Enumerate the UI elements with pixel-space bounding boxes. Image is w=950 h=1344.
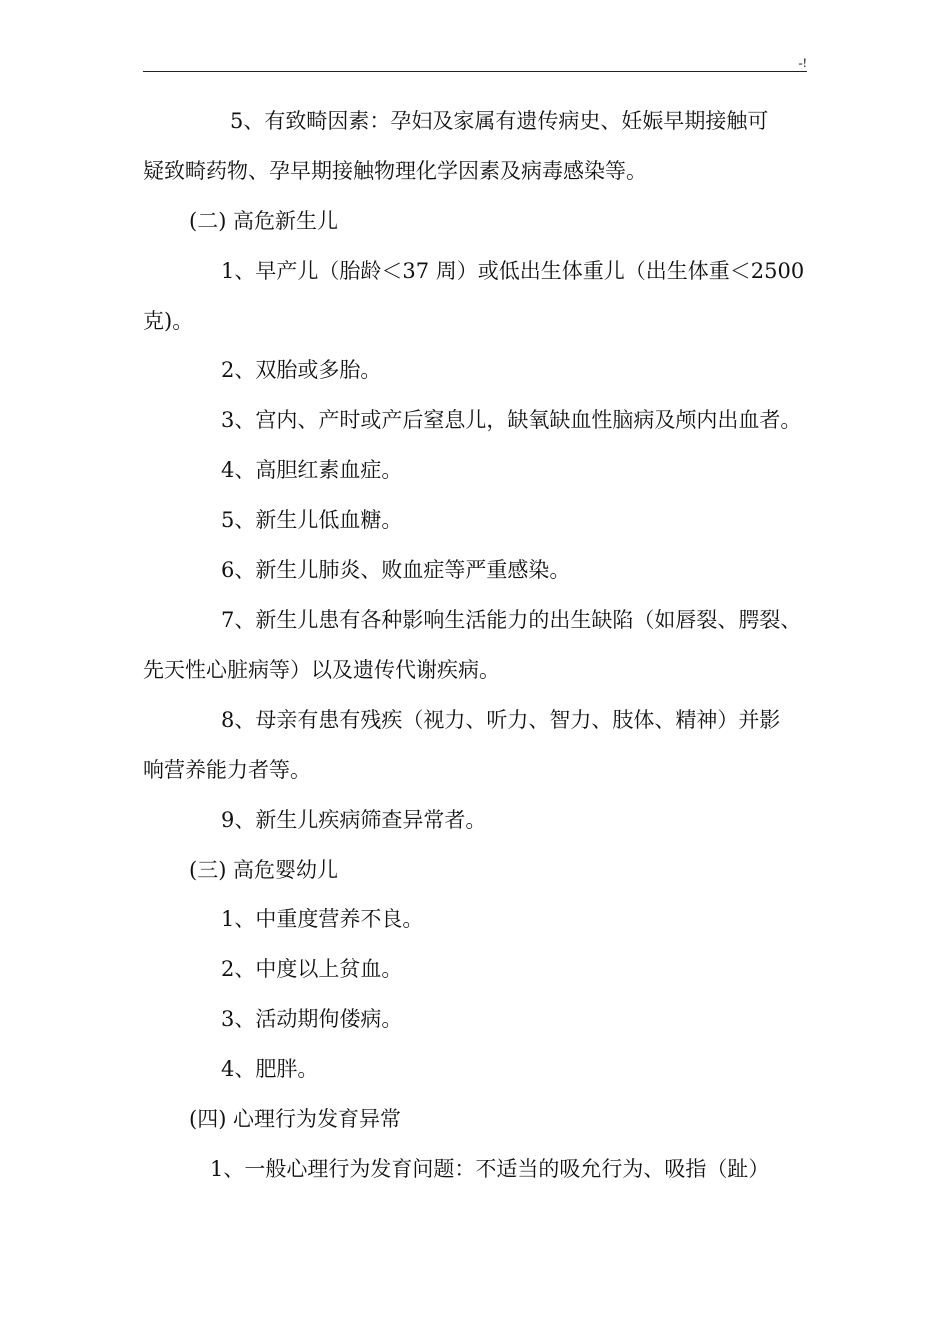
section-heading: (二) 高危新生儿: [189, 209, 339, 233]
list-item: 4、肥胖。: [221, 1057, 319, 1081]
section-heading: (三) 高危婴幼儿: [189, 858, 339, 882]
list-item: 1、一般心理行为发育问题：不适当的吸允行为、吸指（趾）: [210, 1157, 770, 1181]
paragraph-line: 疑致畸药物、孕早期接触物理化学因素及病毒感染等。: [143, 159, 647, 183]
list-item: 4、高胆红素血症。: [221, 458, 403, 482]
list-item: 8、母亲有患有残疾（视力、听力、智力、肢体、精神）并影: [221, 708, 781, 732]
list-item: 9、新生儿疾病筛查异常者。: [221, 808, 487, 832]
paragraph-line: 先天性心脏病等）以及遗传代谢疾病。: [143, 658, 500, 682]
header-mark: -!: [798, 55, 807, 70]
paragraph-line: 克)。: [143, 309, 194, 333]
list-item: 3、活动期佝偻病。: [221, 1007, 403, 1031]
paragraph-line: 响营养能力者等。: [143, 758, 311, 782]
header-rule: [143, 71, 807, 72]
list-item: 2、中度以上贫血。: [221, 957, 403, 981]
list-item: 6、新生儿肺炎、败血症等严重感染。: [221, 558, 571, 582]
list-item: 2、双胎或多胎。: [221, 358, 382, 382]
paragraph-line: 5、有致畸因素：孕妇及家属有遗传病史、妊娠早期接触可: [230, 109, 769, 133]
list-item: 1、中重度营养不良。: [221, 907, 424, 931]
section-heading: (四) 心理行为发育异常: [189, 1107, 402, 1131]
paragraph-line: 1、早产儿（胎龄＜37 周）或低出生体重儿（出生体重＜2500: [221, 259, 805, 283]
list-item: 5、新生儿低血糖。: [221, 508, 403, 532]
list-item: 3、宫内、产时或产后窒息儿，缺氧缺血性脑病及颅内出血者。: [221, 408, 802, 432]
list-item: 7、新生儿患有各种影响生活能力的出生缺陷（如唇裂、腭裂、: [221, 608, 802, 632]
